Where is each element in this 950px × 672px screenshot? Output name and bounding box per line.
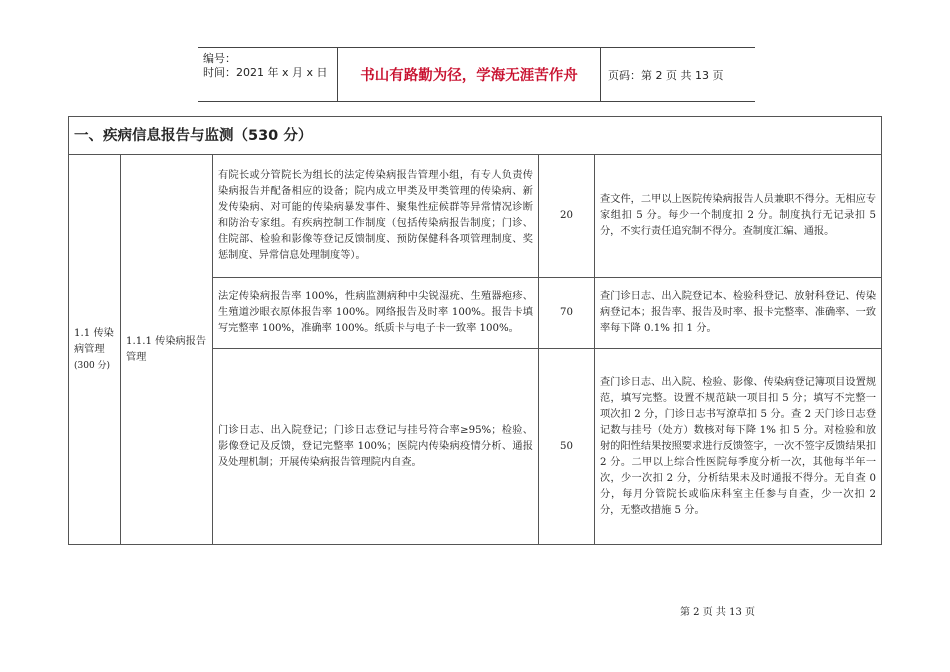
category-title: 1.1 传染病管理 bbox=[74, 327, 114, 355]
document-time: 时间：2021 年 x 月 x 日 bbox=[203, 66, 328, 79]
method-cell: 查门诊日志、出入院、检验、影像、传染病登记簿项目设置规范，填写完整。设置不规范缺一项目扣 5 分；填写不完整一项次扣 2 分，门诊日志书写潦草扣 5 分。查 2 天门诊日志登记数与挂号（处方）数核对每下降 1% 扣 5 分。对检验和放射的阳性结果按照要求进行反馈签字，一次不签字反馈结果扣 2 分。二甲以上综合性医院每季度分析一次，其他每半年一次，少一次扣 2 分，分析结果未及时通报不得分。无自查 0 分，每月分管院长或临床科室主任参与自查，少一次扣 2 分，无整改措施 5 分。 bbox=[595, 349, 882, 545]
header-motto: 书山有路勤为径，学海无涯苦作舟 bbox=[338, 48, 601, 101]
category-points: (300 分) bbox=[74, 360, 111, 371]
standard-cell: 法定传染病报告率 100%，性病监测病种中尖锐湿疣、生殖器疱疹、生殖道沙眼衣原体报告率 100%。网络报告及时率 100%。报告卡填写完整率 100%，准确率 100%。纸质卡与电子卡一致率 100%。 bbox=[213, 278, 539, 349]
method-cell: 查文件，二甲以上医院传染病报告人员兼职不得分。无相应专家组扣 5 分。每少一个制度扣 2 分。制度执行无记录扣 5 分，不实行责任追究制不得分。查制度汇编、通报。 bbox=[595, 155, 882, 278]
standard-cell: 门诊日志、出入院登记；门诊日志登记与挂号符合率≥95%；检验、影像登记及反馈，登记完整率 100%；医院内传染病疫情分析、通报及处理机制；开展传染病报告管理院内自查。 bbox=[213, 349, 539, 545]
section-row bbox=[69, 117, 882, 155]
header-meta bbox=[198, 48, 338, 101]
page-header bbox=[198, 47, 755, 102]
document-number-label: 编号： bbox=[203, 52, 236, 65]
category-cell bbox=[69, 155, 121, 545]
subcategory-cell: 1.1.1 传染病报告管理 bbox=[121, 155, 213, 545]
table-row bbox=[69, 155, 882, 278]
header-page-code: 页码：第 2 页 共 13 页 bbox=[608, 68, 724, 82]
method-cell: 查门诊日志、出入院登记本、检验科登记、放射科登记、传染病登记本；报告率、报告及时率、报卡完整率、准确率、一致率每下降 0.1% 扣 1 分。 bbox=[595, 278, 882, 349]
section-title: 一、疾病信息报告与监测（530 分） bbox=[69, 117, 882, 155]
assessment-table bbox=[68, 116, 882, 545]
score-cell: 70 bbox=[539, 278, 595, 349]
score-cell: 20 bbox=[539, 155, 595, 278]
standard-cell: 有院长或分管院长为组长的法定传染病报告管理小组，有专人负责传染病报告并配备相应的设备；院内成立甲类及甲类管理的传染病、新发传染病、对可能的传染病暴发事件、聚集性症候群等异常情况诊断和防治专家组。有疾病控制工作制度（包括传染病报告制度；门诊、住院部、检验和影像等登记反馈制度、预防保健科各项管理制度、奖惩制度、异常信息处理制度等）。 bbox=[213, 155, 539, 278]
page-footer: 第 2 页 共 13 页 bbox=[680, 607, 755, 618]
score-cell: 50 bbox=[539, 349, 595, 545]
